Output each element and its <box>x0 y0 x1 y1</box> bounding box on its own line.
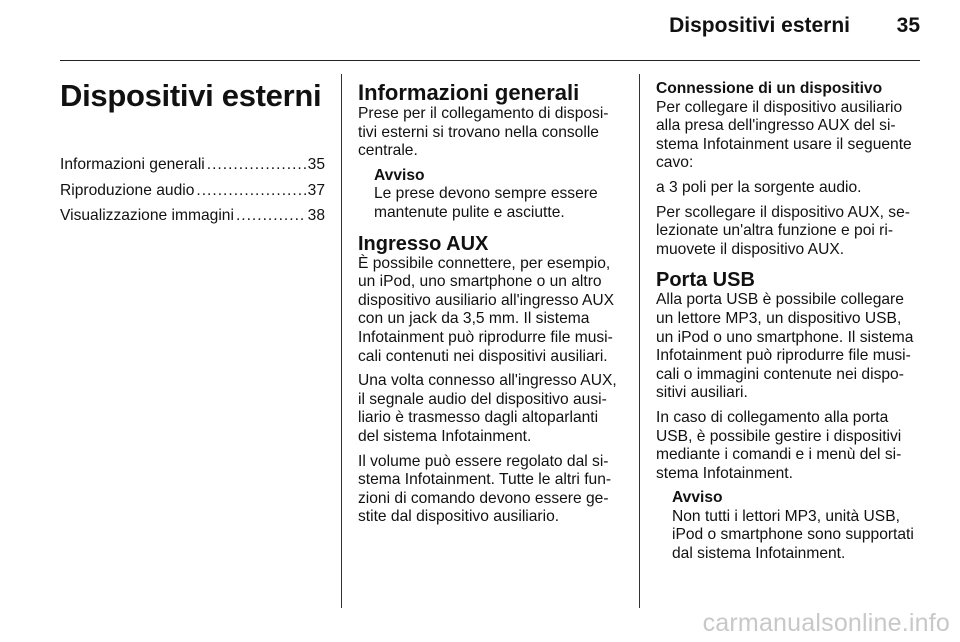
toc-entry-label: Informazioni generali <box>60 156 205 173</box>
note-title: Avviso <box>672 489 723 507</box>
paragraph: È possibile connettere, per esempio, un iPod, uno smartphone o un altro dispositivo ausiliario all'ingresso AUX con un jack da 3,5 mm. Il sistema Infotainment può riprodurre file musi-cali contenuti nei dispositivi ausiliari. <box>358 254 615 365</box>
toc-leader <box>196 182 305 201</box>
paragraph: Per scollegare il dispositivo AUX, se-lezionate un'altra funzione e poi ri-muovete il dispositivo AUX. <box>656 203 910 258</box>
section-title: Informazioni generali <box>358 80 580 105</box>
toc-entry[interactable] <box>60 156 325 175</box>
subsection-title-aux: Ingresso AUX <box>358 232 489 255</box>
paragraph: Il volume può essere regolato dal si-stema Infotainment. Tutte le altri fun-zioni di comando devono essere ge-stite dal dispositivo ausiliario. <box>358 452 612 526</box>
subsection-title-connection: Connessione di un dispositivo <box>656 80 883 97</box>
column-middle <box>358 80 623 533</box>
note-text: Le prese devono sempre essere mantenute pulite e asciutte. <box>374 185 598 221</box>
toc-entry[interactable] <box>60 207 325 226</box>
column-divider-1 <box>341 74 342 608</box>
toc-leader <box>207 156 306 175</box>
column-left <box>60 78 325 233</box>
paragraph: In caso di collegamento alla porta USB, è possibile gestire i dispositivi mediante i comandi e i menù del si-stema Infotainment. <box>656 408 902 482</box>
note-box <box>672 489 922 563</box>
watermark: carmanualsonline.info <box>702 609 950 637</box>
note-title: Avviso <box>374 166 425 184</box>
header-divider <box>60 60 920 61</box>
note-box <box>374 167 623 223</box>
note-text: Non tutti i lettori MP3, unità USB, iPod o smartphone sono supportati dal sistema Infotainment. <box>672 507 914 563</box>
column-divider-2 <box>639 74 640 608</box>
paragraph: a 3 poli per la sorgente audio. <box>656 178 862 196</box>
toc-entry-label: Riproduzione audio <box>60 181 195 199</box>
toc-entry-page: 35 <box>307 156 325 173</box>
toc-leader <box>236 207 306 226</box>
column-right <box>656 80 922 574</box>
intro-paragraph: Prese per il collegamento di disposi-tivi esterni si trovano nella consolle centrale. <box>358 105 609 160</box>
subsection-title-usb: Porta USB <box>656 269 755 292</box>
table-of-contents <box>60 156 325 226</box>
page-number: 35 <box>896 14 920 37</box>
toc-entry[interactable] <box>60 182 325 201</box>
paragraph: Una volta connesso all'ingresso AUX, il segnale audio del dispositivo ausi-liario è trasmesso dagli altoparlanti del sistema Infotainment. <box>358 372 617 445</box>
toc-entry-page: 37 <box>307 181 325 199</box>
running-title: Dispositivi esterni <box>669 14 850 37</box>
paragraph: Per collegare il dispositivo ausiliario alla presa dell'ingresso AUX del si-stema Infotainment usare il seguente cavo: <box>656 98 912 172</box>
toc-entry-page: 38 <box>307 207 325 225</box>
toc-entry-label: Visualizzazione immagini <box>60 207 234 225</box>
chapter-title: Dispositivi esterni <box>60 78 322 113</box>
paragraph: Alla porta USB è possibile collegare un lettore MP3, un dispositivo USB, un iPod o uno smartphone. Il sistema Infotainment può riprodurre file musi-cali o immagini contenute nei dispo-sitivi ausiliari. <box>656 291 914 402</box>
